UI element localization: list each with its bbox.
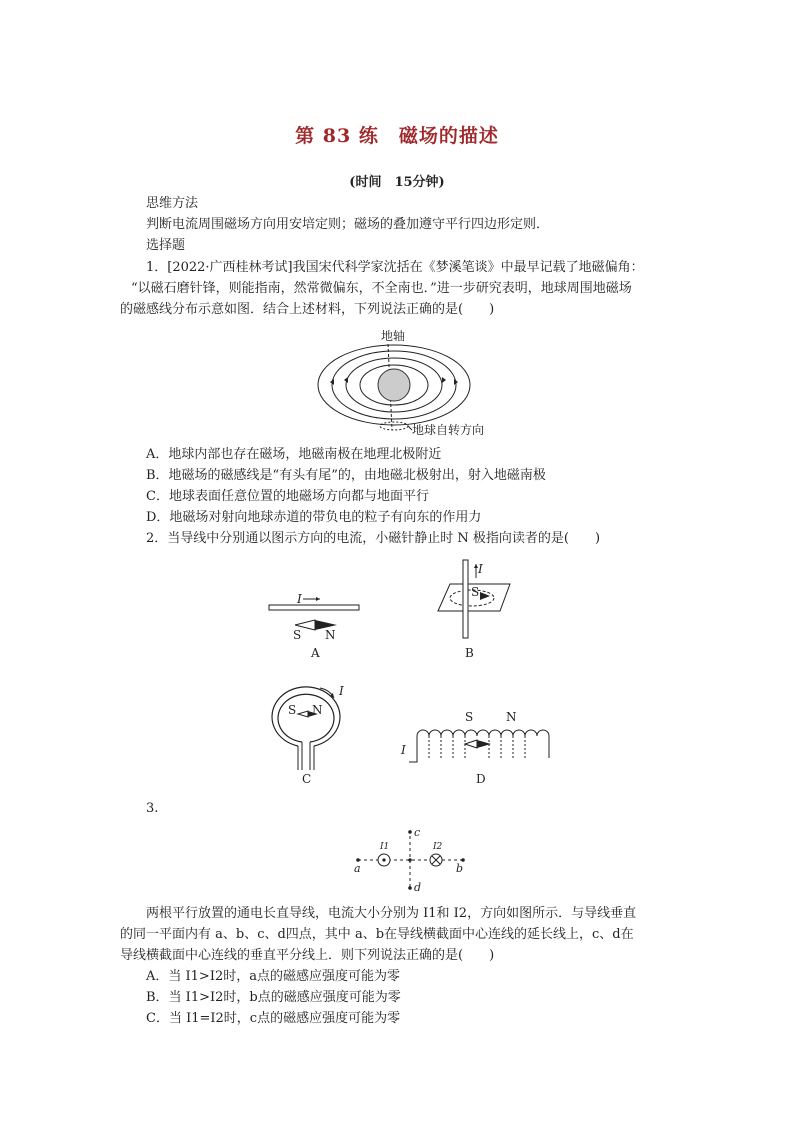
q3-point-b: b xyxy=(456,862,464,875)
q2-c-n: N xyxy=(312,703,323,717)
earth-axis-label: 地轴 xyxy=(381,329,406,343)
q2-b-s: S xyxy=(471,585,480,599)
q2-figure-b xyxy=(430,556,520,646)
q3-i1-label: I1 xyxy=(380,842,390,852)
q3-stem-line2: 的同一平面内有 a、b、c、d四点，其中 a、b在导线横截面中心连线的延长线上，c、d在 xyxy=(120,927,634,942)
q2-figure-d xyxy=(405,718,560,768)
q3-stem-line3: 导线横截面中心连线的垂直平分线上．则下列说法正确的是( ) xyxy=(120,948,495,963)
q2-a-n: N xyxy=(325,628,336,642)
q1-option-c: C．地球表面任意位置的地磁场方向都与地面平行 xyxy=(146,489,429,504)
q1-option-d: D．地磁场对射向地球赤道的带负电的粒子有向东的作用力 xyxy=(146,510,482,525)
q2-d-s: S xyxy=(465,710,474,724)
q2-figure-a xyxy=(265,590,365,640)
q2-label-c: C xyxy=(302,772,312,786)
q2-d-current: I xyxy=(401,743,406,757)
q3-point-c: c xyxy=(414,826,421,839)
q1-option-b: B．地磁场的磁感线是“有头有尾”的，由地磁北极射出，射入地磁南极 xyxy=(146,468,546,483)
method-text: 判断电流周围磁场方向用安培定则；磁场的叠加遵守平行四边形定则． xyxy=(146,217,550,232)
q3-point-a: a xyxy=(354,862,361,875)
q1-stem-line1: 1．[2022·广西桂林考试]我国宋代科学家沈括在《梦溪笔谈》中最早记载了地磁偏角： xyxy=(146,260,644,275)
q2-a-current: I xyxy=(297,592,302,606)
q1-stem-line3: 的磁感线分布示意如图．结合上述材料，下列说法正确的是( ) xyxy=(120,302,495,317)
q2-label-b: B xyxy=(465,646,474,660)
q1-option-a: A．地球内部也存在磁场，地磁南极在地理北极附近 xyxy=(146,447,442,462)
earth-rotation-label: 地球自转方向 xyxy=(412,423,485,437)
q2-label-d: D xyxy=(476,772,486,786)
q3-option-a: A．当 I1>I2时，a点的磁感应强度可能为零 xyxy=(146,969,400,984)
q2-c-s: S xyxy=(288,703,297,717)
q2-stem: 2．当导线中分别通以图示方向的电流，小磁针静止时 N 极指向读者的是( ) xyxy=(146,531,601,546)
q3-option-b: B．当 I1>I2时，b点的磁感应强度可能为零 xyxy=(146,990,401,1005)
q2-a-s: S xyxy=(293,628,302,642)
q3-figure xyxy=(350,826,470,894)
q3-point-d: d xyxy=(414,881,422,894)
q3-number: 3. xyxy=(146,801,159,816)
q2-label-a: A xyxy=(311,646,320,660)
method-heading: 思维方法 xyxy=(146,196,199,211)
q1-stem-line2: “以磁石磨针锋，则能指南，然常微偏东，不全南也．”进一步研究表明，地球周围地磁场 xyxy=(131,281,632,296)
time-label: (时间 15分钟) xyxy=(349,175,445,190)
q2-b-current: I xyxy=(478,562,483,576)
section-heading: 选择题 xyxy=(146,238,186,253)
q2-c-current: I xyxy=(339,684,344,698)
q3-option-c: C．当 I1=I2时，c点的磁感应强度可能为零 xyxy=(146,1011,401,1026)
q3-stem-line1: 两根平行放置的通电长直导线，电流大小分别为 I1和 I2，方向如图所示．与导线垂直 xyxy=(146,906,637,921)
q2-d-n: N xyxy=(506,710,517,724)
page-title: 第 83 练 磁场的描述 xyxy=(295,125,499,147)
q3-i2-label: I2 xyxy=(433,842,443,852)
